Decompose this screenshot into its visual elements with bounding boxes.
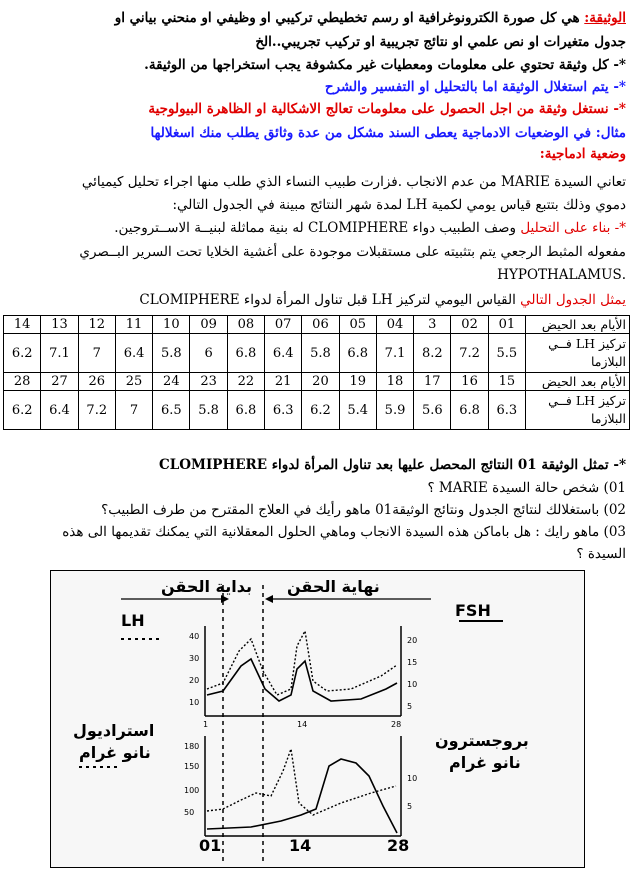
table-title: [8, 290, 626, 310]
lh-value-cell: 6.2: [4, 334, 41, 373]
situation-line-1: تعاني السيدة MARIE من عدم الانجاب .فزارت طبيب النساء الذي طلب منها اجراء تحليل كيميائي: [81, 174, 626, 190]
lh-value-cell: 6.2: [302, 391, 339, 430]
day-cell: 22: [227, 373, 264, 391]
lh-value-cell: 7.1: [41, 334, 78, 373]
day-cell: 06: [302, 316, 339, 334]
fsh-curve: [207, 659, 397, 701]
lh-value-cell: 6: [190, 334, 227, 373]
example-line-1: مثال: في الوضعيات الادماجية يعطى السند مشكل من عدة وثائق يطلب منك اسغلالها: [150, 125, 626, 141]
bullet-1: *- كل وثيقة تحتوي على معلومات ومعطيات غير مكشوفة يجب استخراجها من الوثيقة.: [144, 57, 626, 73]
bullet-3: *- نستغل وثيقة من اجل الحصول على معلومات تعالج الاشكالية او الظاهرة البيولوجية: [148, 101, 626, 117]
day-cell: 19: [339, 373, 376, 391]
tick-label: 15: [407, 658, 418, 667]
day-cell: 04: [376, 316, 413, 334]
lh-value-cell: 7.2: [78, 391, 115, 430]
days-label: الأيام بعد الحيض: [526, 316, 630, 334]
concentration-label: تركيز LH فــي البلازما: [526, 334, 630, 373]
progesterone-curve: [207, 759, 397, 833]
days-row-1: [4, 316, 630, 334]
day-cell: 08: [227, 316, 264, 334]
day-cell: 07: [265, 316, 302, 334]
table-title-highlight: يمثل الجدول التالي: [520, 292, 626, 308]
day-cell: 02: [451, 316, 488, 334]
day-cell: 12: [78, 316, 115, 334]
estradiol-curve: [207, 749, 396, 815]
day-cell: 27: [41, 373, 78, 391]
start-injection-label: بداية الحقن: [161, 577, 252, 596]
bullet-2: *- يتم استغلال الوثيقة اما بالتحليل او التفسير والشرح: [324, 79, 626, 95]
tick-label: 10: [407, 774, 418, 783]
situation-line-3-highlight: *- بناء على التحليل: [520, 220, 626, 236]
lh-value-cell: 5.5: [488, 334, 525, 373]
day-cell: 14: [4, 316, 41, 334]
tick-label: 10: [407, 680, 418, 689]
day-cell: 11: [115, 316, 152, 334]
situation-line-3-text: وصف الطبيب دواء CLOMIPHERE له بنية مماثلة لبنيــة الاســتروجين.: [114, 220, 521, 236]
definition-line-1: [8, 8, 626, 28]
day-cell: 23: [190, 373, 227, 391]
lh-value-cell: 6.8: [227, 391, 264, 430]
values-row-1: [4, 334, 630, 373]
tick-label: 01: [199, 836, 222, 855]
lh-value-cell: 7: [78, 334, 115, 373]
day-cell: 09: [190, 316, 227, 334]
lh-value-cell: 5.4: [339, 391, 376, 430]
days-row-2: [4, 373, 630, 391]
lh-value-cell: 6.3: [488, 391, 525, 430]
day-cell: 18: [376, 373, 413, 391]
day-cell: 3: [414, 316, 451, 334]
day-cell: 25: [115, 373, 152, 391]
situation-line-4: مفعوله المثبط الرجعي يتم بتثبيته على مستقبلات موجودة على أغشية الخلايا تحت السرير البــصري: [79, 244, 626, 260]
concentration-label: تركيز LH فــي البلازما: [526, 391, 630, 430]
definition-line-2: جدول متغيرات او نص علمي او نتائج تجريبية او تركيب تجريبي..الخ: [255, 34, 626, 50]
tick-label: 40: [189, 632, 200, 641]
day-cell: 28: [4, 373, 41, 391]
day-cell: 13: [41, 316, 78, 334]
tick-label: 20: [407, 636, 418, 645]
tick-label: 50: [184, 808, 195, 817]
definition-text: هي كل صورة الكترونوغرافية او رسم تخطيطي تركيبي او وظيفي او منحني بياني او: [114, 10, 585, 26]
tick-label: 5: [407, 802, 413, 811]
question-2: 02) باستغلالك لنتائج الجدول ونتائج الوثيقة01 ماهو رأيك في العلاج المقترح من طرف الطبيب؟: [101, 502, 626, 518]
day-cell: 17: [414, 373, 451, 391]
hormone-figure: [50, 570, 585, 868]
lh-value-cell: 6.8: [227, 334, 264, 373]
situation-line-2: دموي وذلك بتتبع قياس يومي لكمية LH لمدة شهر النتائج مبينة في الجدول التالي:: [172, 197, 626, 213]
situation-line-5: .HYPOTHALAMUS: [497, 267, 626, 283]
lh-value-cell: 6.3: [265, 391, 302, 430]
progesterone-label: بروجسترون: [435, 731, 529, 750]
lh-label: LH: [121, 611, 145, 630]
lh-table: [3, 315, 630, 430]
lh-value-cell: 5.8: [190, 391, 227, 430]
table-title-text: القياس اليومي لتركيز LH قبل تناول المرأة لدواء CLOMIPHERE: [139, 292, 521, 308]
x-axis-labels: [199, 836, 409, 855]
question-1: 01) شخص حالة السيدة MARIE ؟: [427, 480, 626, 496]
questions-intro: *- تمثل الوثيقة 01 النتائج المحصل عليها بعد تناول المرأة لدواء CLOMIPHERE: [159, 457, 626, 473]
estradiol-unit: نانو غرام: [79, 743, 151, 762]
day-cell: 10: [153, 316, 190, 334]
tick-label: 150: [184, 762, 200, 771]
tick-label: 1: [203, 720, 209, 729]
tick-label: 14: [289, 836, 312, 855]
day-cell: 26: [78, 373, 115, 391]
tick-label: 14: [297, 720, 308, 729]
definition-term: الوثيقة:: [584, 10, 626, 26]
end-injection-label: نهاية الحقن: [287, 577, 380, 596]
lh-value-cell: 6.4: [265, 334, 302, 373]
values-row-2: [4, 391, 630, 430]
lh-value-cell: 7.1: [376, 334, 413, 373]
days-label: الأيام بعد الحيض: [526, 373, 630, 391]
lh-value-cell: 5.8: [302, 334, 339, 373]
question-3-line-2: السيدة ؟: [576, 546, 626, 562]
tick-label: 30: [189, 654, 200, 663]
day-cell: 24: [153, 373, 190, 391]
lh-value-cell: 5.8: [153, 334, 190, 373]
day-cell: 21: [265, 373, 302, 391]
question-3-line-1: 03) ماهو رايك : هل باماكن هذه السيدة الانجاب وماهي الحلول المعقلانية التي يمكنك تقديمها الى هذه: [62, 524, 626, 540]
fsh-label: FSH: [455, 601, 491, 620]
tick-label: 100: [184, 786, 200, 795]
day-cell: 16: [451, 373, 488, 391]
lh-value-cell: 6.8: [451, 391, 488, 430]
day-cell: 05: [339, 316, 376, 334]
example-line-2: وضعية ادماجية:: [539, 146, 626, 162]
lh-value-cell: 7: [115, 391, 152, 430]
lh-value-cell: 7.2: [451, 334, 488, 373]
estradiol-label: استراديول: [73, 721, 155, 740]
progesterone-unit: نانو غرام: [449, 753, 521, 772]
tick-label: 28: [387, 836, 410, 855]
lh-value-cell: 5.9: [376, 391, 413, 430]
day-cell: 20: [302, 373, 339, 391]
lh-value-cell: 6.5: [153, 391, 190, 430]
lh-value-cell: 8.2: [414, 334, 451, 373]
tick-label: 10: [189, 698, 200, 707]
lh-value-cell: 6.4: [41, 391, 78, 430]
lh-value-cell: 6.4: [115, 334, 152, 373]
day-cell: 01: [488, 316, 525, 334]
tick-label: 5: [407, 702, 413, 711]
lh-value-cell: 6.8: [339, 334, 376, 373]
tick-label: 20: [189, 676, 200, 685]
day-cell: 15: [488, 373, 525, 391]
situation-line-3: [8, 218, 626, 238]
tick-label: 28: [391, 720, 402, 729]
tick-label: 180: [184, 742, 200, 751]
lh-value-cell: 6.2: [4, 391, 41, 430]
lh-value-cell: 5.6: [414, 391, 451, 430]
